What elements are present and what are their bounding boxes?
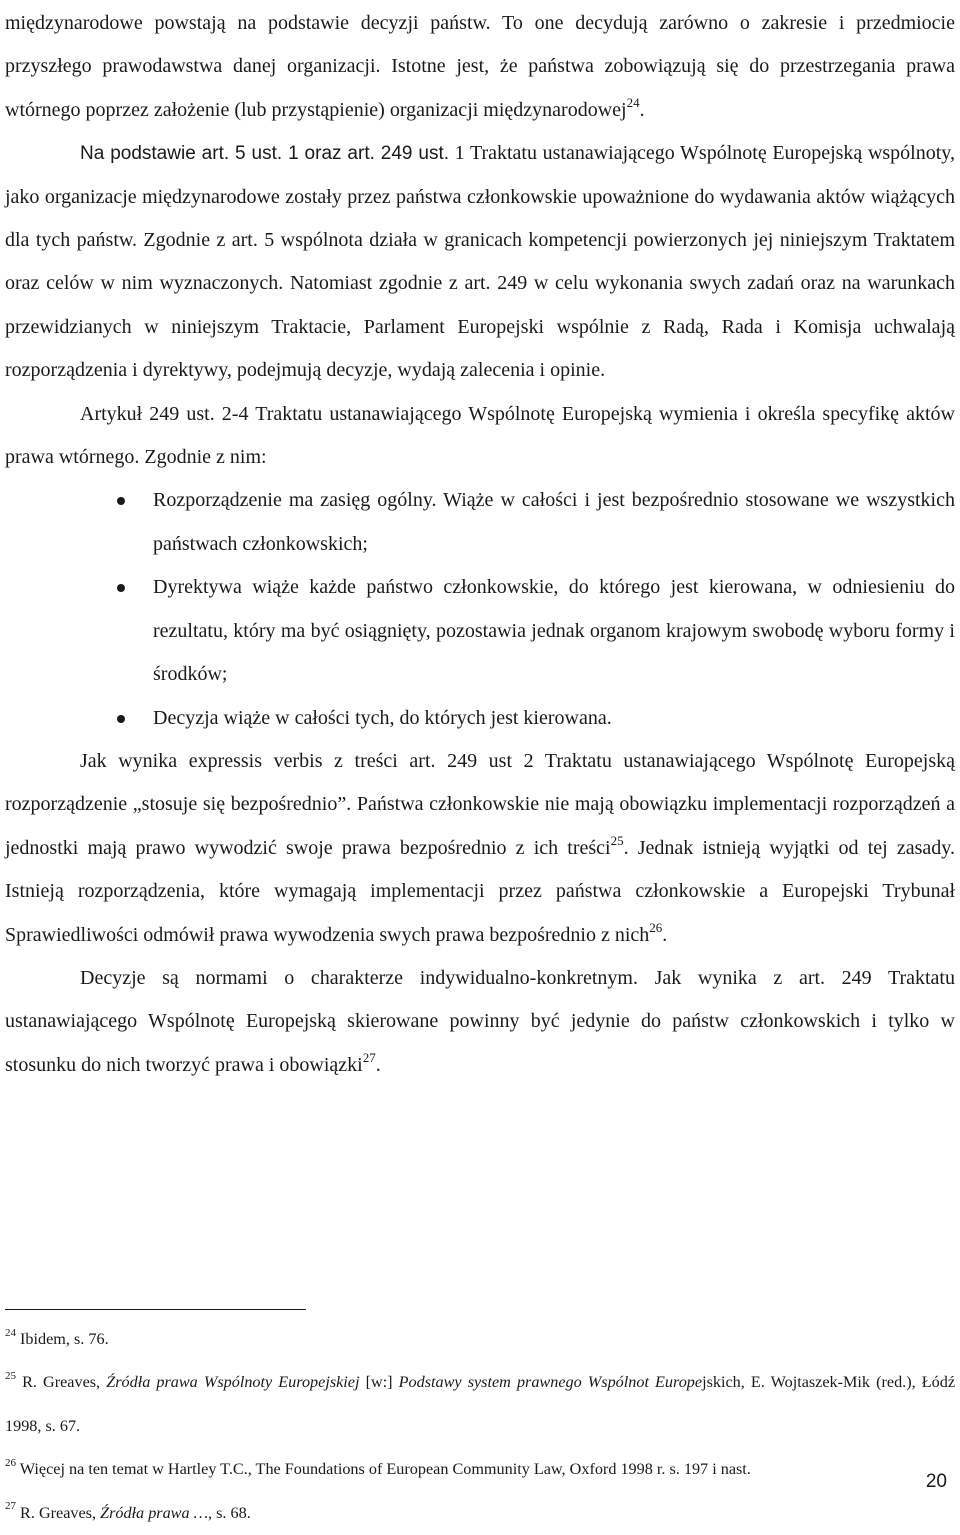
footnote-text: Źródła prawa Wspólnoty Europejskiej xyxy=(106,1373,360,1392)
footnotes xyxy=(5,1318,955,1535)
footnote-ref-24[interactable]: 24 xyxy=(626,95,640,111)
footnote-text: Ibidem, s. 76. xyxy=(20,1330,109,1348)
footnote-separator xyxy=(5,1309,306,1310)
bullet-icon xyxy=(117,497,125,505)
list-item-text: Rozporządzenie ma zasięg ogólny. Wiąże w całości i jest bezpośrednio stosowane we wszystkich państwach członkowskich; xyxy=(153,489,955,555)
paragraph-4-text-a: Jak wynika expressis verbis z treści art. 249 ust 2 Traktatu ustanawiającego Wspólnotę Europejską rozporządzenie „stosuje się bezpośrednio”. Państwa członkowskie nie mają obowiązku implementacji rozporządzeń a jednostki mają prawo wywodzić swoje prawa bezpośrednio z ich treści xyxy=(5,749,955,859)
paragraph-1-end: . xyxy=(639,98,645,121)
list-item xyxy=(153,479,955,566)
footnote-text: Źródła prawa … xyxy=(100,1503,209,1522)
paragraph-1-text: międzynarodowe powstają na podstawie decyzji państw. To one decydują zarówno o zakresie i przedmiocie przyszłego prawodawstwa danej organizacji. Istotne jest, że państwa zobowiązują się do przestrzegania prawa wtórnego poprzez założenie (lub przystąpienie) organizacji międzynarodowej xyxy=(5,12,955,121)
footnote-text: , s. 68. xyxy=(208,1503,251,1522)
footnote-number: 26 xyxy=(5,1456,16,1469)
footnote-text: [w:] xyxy=(359,1373,399,1392)
footnote-ref-27[interactable]: 27 xyxy=(362,1050,376,1066)
footnote-24 xyxy=(5,1318,955,1361)
footnote-text: jskich, E. Wojtaszek-Mik (red.), Łódź 1998, s. 67. xyxy=(5,1373,956,1435)
footnote-number: 25 xyxy=(5,1370,16,1383)
footnote-text: Więcej na ten temat w Hartley T.C., The Foundations of European Community Law, Oxford 1998 r. s. 197 i nast. xyxy=(19,1460,751,1479)
footnote-text: R. Greaves, xyxy=(20,1503,101,1522)
page-number: 20 xyxy=(925,1471,947,1492)
footnote-number: 24 xyxy=(5,1326,16,1339)
bullet-list xyxy=(5,479,955,739)
list-item xyxy=(153,566,955,696)
paragraph-5-text: Decyzje są normami o charakterze indywidualno-konkretnym. Jak wynika z art. 249 Traktatu ustanawiającego Wspólnotę Europejską skierowane powinny być jedynie do państw członkowskich i tylko w stosunku do nich tworzyć prawa i obowiązki xyxy=(5,966,955,1076)
footnote-text: Podstawy system prawnego Wspólnot Europe xyxy=(398,1373,703,1392)
footnote-ref-26[interactable]: 26 xyxy=(649,919,663,935)
bullet-icon xyxy=(117,715,125,723)
list-item-text: Decyzja wiąże w całości tych, do których jest kierowana. xyxy=(153,706,612,729)
paragraph-3: Artykuł 249 ust. 2-4 Traktatu ustanawiającego Wspólnotę Europejską wymienia i określa specyfikę aktów prawa wtórnego. Zgodnie z nim: xyxy=(5,402,955,469)
paragraph-4-text-b: . Jednak istnieją wyjątki od tej zasady. Istnieją rozporządzenia, które wymagają implementacji przez państwa członkowskie a Europejski Trybunał Sprawiedliwości odmówił prawa wywodzenia swych prawa bezpośrednio z nich xyxy=(5,836,955,946)
footnote-25 xyxy=(5,1361,955,1448)
list-item xyxy=(153,697,955,740)
bullet-icon xyxy=(117,584,125,592)
footnote-26 xyxy=(5,1448,955,1491)
footnote-number: 27 xyxy=(5,1500,16,1513)
paragraph-5-end: . xyxy=(375,1053,381,1076)
footnote-text: R. Greaves, xyxy=(22,1373,107,1392)
paragraph-5 xyxy=(5,957,955,1087)
paragraph-4-text-c: . xyxy=(662,923,668,946)
paragraph-2-sans-text: Na podstawie art. 5 ust. 1 oraz art. 249 ust. xyxy=(80,143,450,165)
paragraph-4 xyxy=(5,740,955,957)
body-text xyxy=(5,2,955,1087)
paragraph-1 xyxy=(5,2,955,132)
paragraph-2-text: 1 Traktatu ustanawiającego Wspólnotę Europejską wspólnoty, jako organizacje międzynarodowe zostały przez państwa członkowskie upoważnione do wydawania aktów wiążących dla tych państw. Zgodnie z art. 5 wspólnota działa w granicach kompetencji powierzonych jej niniejszym Traktatem oraz celów w nim wyznaczonych. Natomiast zgodnie z art. 249 w celu wykonania swych zadań oraz na warunkach przewidzianych w niniejszym Traktacie, Parlament Europejski wspólnie z Radą, Rada i Komisja uchwalają rozporządzenia i dyrektywy, podejmują decyzje, wydają zalecenia i opinie. xyxy=(5,142,955,382)
footnote-27 xyxy=(5,1492,955,1535)
footnote-ref-25[interactable]: 25 xyxy=(610,833,624,849)
paragraph-2 xyxy=(5,132,955,392)
list-item-text: Dyrektywa wiąże każde państwo członkowskie, do którego jest kierowana, w odniesieniu do rezultatu, który ma być osiągnięty, pozostawia jednak organom krajowym swobodę wyboru formy i środków; xyxy=(153,576,955,686)
